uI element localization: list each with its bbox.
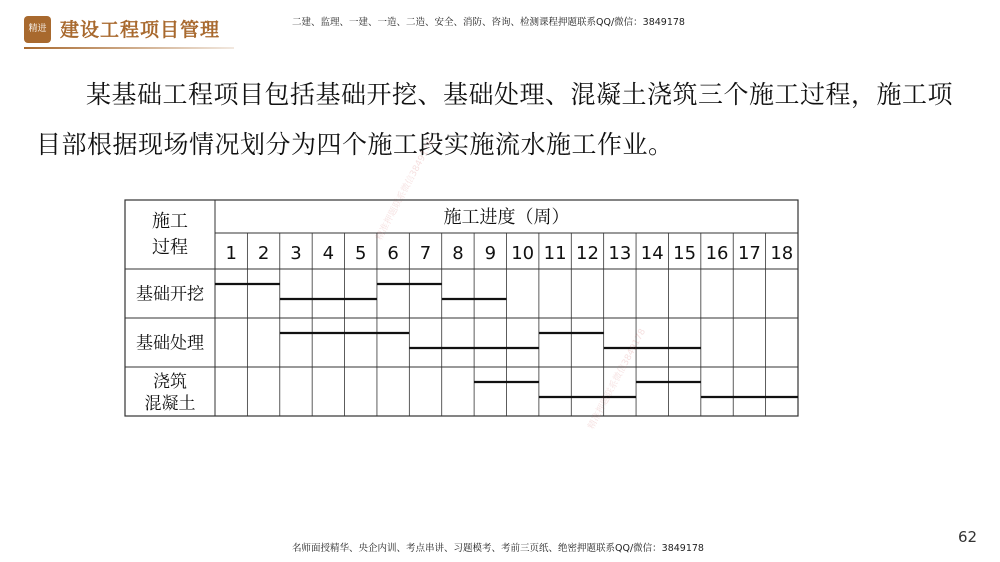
week-label: 11 — [543, 243, 567, 264]
week-label: 2 — [257, 243, 270, 264]
process-label: 基础处理 — [136, 333, 204, 354]
week-label: 17 — [737, 243, 761, 264]
week-label: 7 — [419, 243, 432, 264]
watermark: 精准押题联系微信3849178 — [374, 138, 437, 243]
week-label: 8 — [452, 243, 464, 264]
week-label: 4 — [322, 243, 335, 264]
corner-header-line2: 过程 — [152, 237, 188, 258]
week-label: 14 — [640, 243, 664, 264]
week-label: 16 — [705, 243, 729, 264]
brand-logo: 精进 — [24, 16, 51, 43]
watermark: 精准押题联系微信3849178 — [586, 327, 649, 432]
week-label: 13 — [608, 243, 632, 264]
progress-header: 施工进度（周） — [443, 207, 570, 228]
process-label: 混凝土 — [144, 394, 196, 414]
week-label: 18 — [770, 243, 794, 264]
week-label: 9 — [484, 243, 497, 264]
bottom-contact-note: 名师面授精华、央企内训、考点串讲、习题模考、考前三页纸、绝密押题联系QQ/微信：3849178 — [292, 543, 704, 554]
process-label: 基础开挖 — [136, 284, 204, 305]
week-label: 5 — [355, 243, 367, 264]
week-label: 15 — [673, 243, 697, 264]
week-label: 1 — [225, 243, 237, 264]
corner-header-line1: 施工 — [152, 211, 188, 232]
week-label: 10 — [511, 243, 535, 264]
process-label: 浇筑 — [153, 372, 187, 392]
week-label: 3 — [290, 243, 302, 264]
header-title: 建设工程项目管理 — [60, 19, 221, 41]
page-number: 62 — [958, 528, 978, 546]
week-label: 12 — [576, 243, 599, 264]
week-label: 6 — [387, 243, 399, 264]
problem-paragraph: 某基础工程项目包括基础开挖、基础处理、混凝土浇筑三个施工过程，施工项目部根据现场情况划分为四个施工段实施流水施工作业。 — [36, 80, 954, 159]
table-border — [125, 200, 798, 416]
top-contact-note: 二建、监理、一建、一造、二造、安全、消防、咨询、检测课程押题联系QQ/微信：3849178 — [292, 17, 685, 28]
